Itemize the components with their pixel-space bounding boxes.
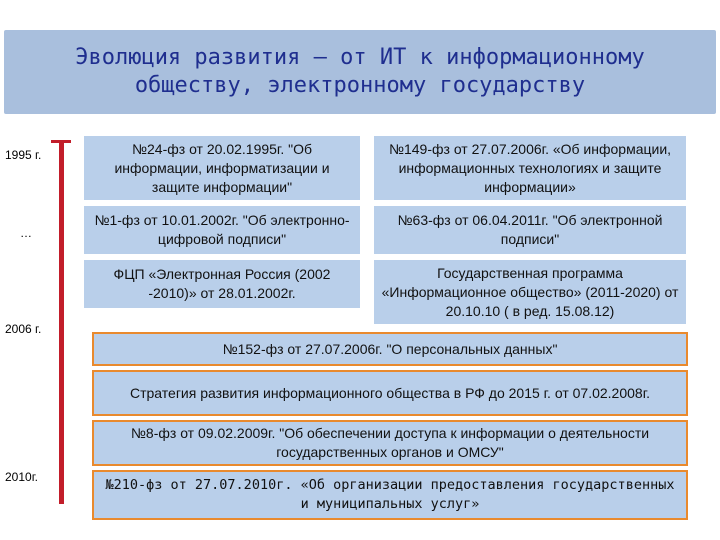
program-card-e-russia: ФЦП «Электронная Россия (2002 -2010)» от 28.01.2002г. xyxy=(82,258,362,310)
timeline-arrow xyxy=(59,142,64,504)
year-label-ellipsis: … xyxy=(20,226,32,240)
year-label-2006: 2006 г. xyxy=(5,322,42,336)
law-row-8fz: №8-фз от 09.02.2009г. "Об обеспечении доступа к информации о деятельности государственных органов и ОМСУ" xyxy=(92,420,688,466)
title-band xyxy=(4,30,716,114)
strategy-row-2008: Стратегия развития информационного общества в РФ до 2015 г. от 07.02.2008г. xyxy=(92,370,688,416)
law-card-1fz: №1-фз от 10.01.2002г. "Об электронно-цифровой подписи" xyxy=(82,204,362,256)
year-label-2010: 2010г. xyxy=(5,470,38,484)
program-card-info-society: Государственная программа «Информационное общество» (2011-2020) от 20.10.10 ( в ред. 15.08.12) xyxy=(372,258,688,326)
year-label-1995: 1995 г. xyxy=(5,148,42,162)
law-card-24fz: №24-фз от 20.02.1995г. "Об информации, информатизации и защите информации" xyxy=(82,134,362,202)
law-card-63fz: №63-фз от 06.04.2011г. "Об электронной подписи" xyxy=(372,204,688,256)
page-title: Эволюция развития – от ИТ к информационному обществу, электронному государству xyxy=(75,45,645,98)
law-row-152fz: №152-фз от 27.07.2006г. "О персональных данных" xyxy=(92,332,688,366)
law-row-210fz: №210-фз от 27.07.2010г. «Об организации предоставления государственных и муниципальных услуг» xyxy=(92,470,688,520)
law-card-149fz: №149-фз от 27.07.2006г. «Об информации, информационных технологиях и защите информации» xyxy=(372,134,688,202)
